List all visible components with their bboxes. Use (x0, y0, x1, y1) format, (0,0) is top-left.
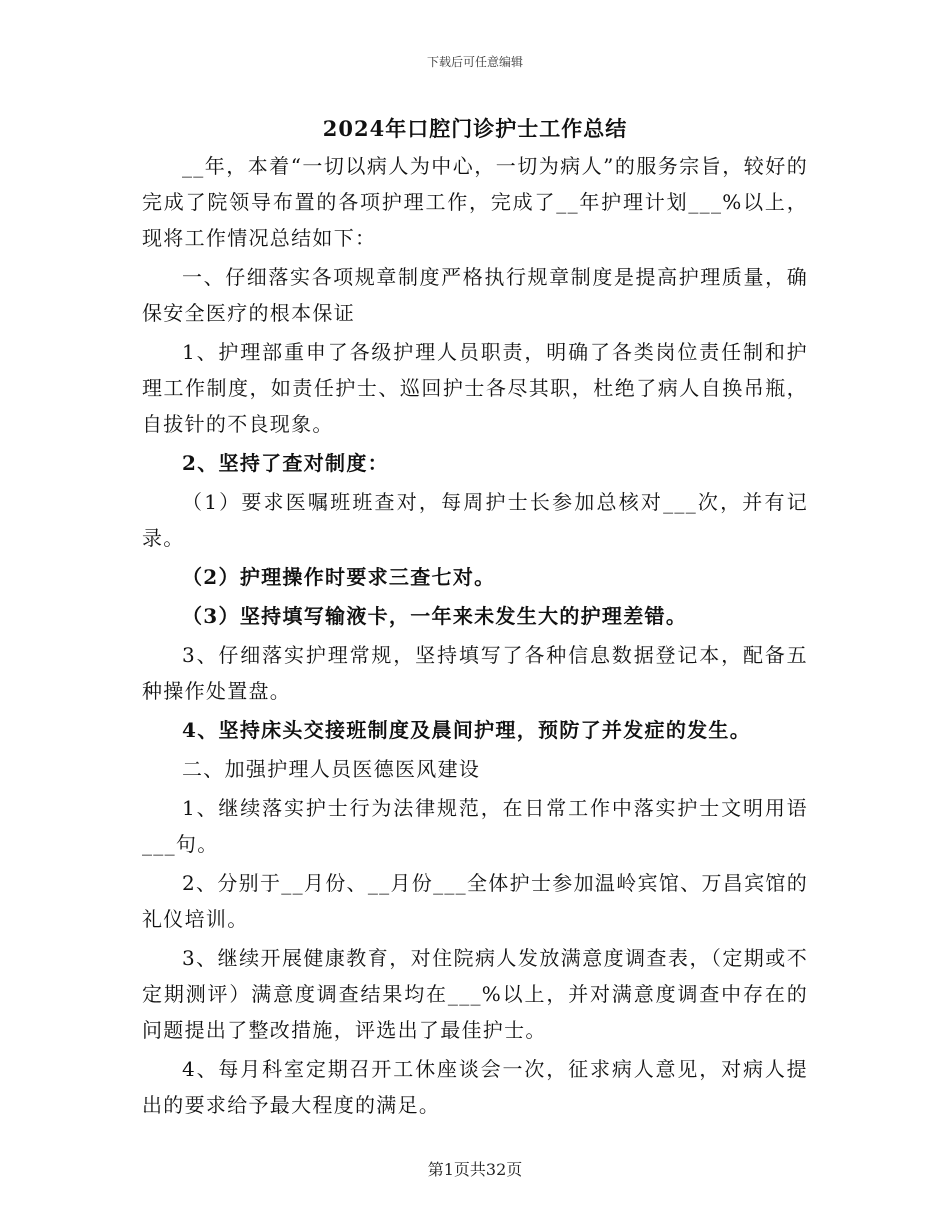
paragraph: 3、继续开展健康教育，对住院病人发放满意度调查表，（定期或不定期测评）满意度调查结果均在___%以上，并对满意度调查中存在的问题提出了整改措施，评选出了最佳护士。 (142, 946, 808, 1042)
paragraph: 4、坚持床头交接班制度及晨间护理，预防了并发症的发生。 (182, 718, 752, 742)
document-title: 2024年口腔门诊护士工作总结 (322, 116, 628, 141)
page-footer: 第1页共32页 (427, 1160, 523, 1179)
section-heading: 一、仔细落实各项规章制度严格执行规章制度是提高护理质量，确保安全医疗的根本保证 (142, 265, 808, 325)
paragraph: 2、坚持了查对制度： (182, 451, 389, 475)
section-heading: 二、加强护理人员医德医风建设 (182, 757, 481, 781)
paragraph: __年，本着“一切以病人为中心，一切为病人”的服务宗旨，较好的完成了院领导布置的各项护理工作，完成了__年护理计划___%以上，现将工作情况总结如下： (142, 154, 808, 250)
paragraph: （3）坚持填写输液卡，一年来未发生大的护理差错。 (182, 604, 688, 628)
paragraph: （2）护理操作时要求三查七对。 (182, 565, 496, 589)
paragraph: 1、继续落实护士行为法律规范，在日常工作中落实护士文明用语___句。 (142, 796, 808, 856)
document-body (142, 148, 808, 1123)
paragraph: 2、分别于__月份、__月份___全体护士参加温岭宾馆、万昌宾馆的礼仪培训。 (142, 871, 808, 931)
paragraph: 3、仔细落实护理常规，坚持填写了各种信息数据登记本，配备五种操作处置盘。 (142, 643, 808, 703)
paragraph: 4、每月科室定期召开工休座谈会一次，征求病人意见，对病人提出的要求给予最大程度的满足。 (142, 1057, 808, 1117)
page-header: 下载后可任意编辑 (426, 55, 523, 69)
paragraph: 1、护理部重申了各级护理人员职责，明确了各类岗位责任制和护理工作制度，如责任护士、巡回护士各尽其职，杜绝了病人自换吊瓶，自拔针的不良现象。 (142, 340, 808, 436)
paragraph: （1）要求医嘱班班查对，每周护士长参加总核对___次，并有记录。 (142, 490, 808, 550)
